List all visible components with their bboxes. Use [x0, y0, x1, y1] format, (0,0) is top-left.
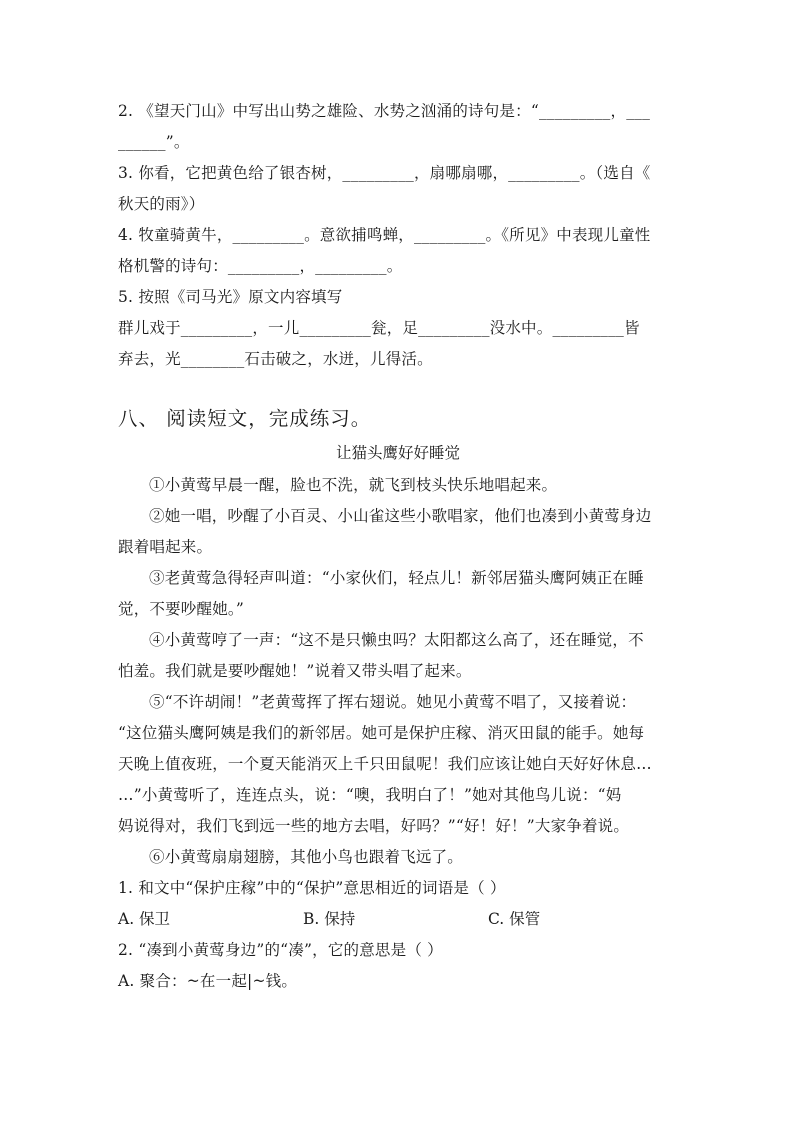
passage-paragraph-1: ①小黄莺早晨一醒，脸也不洗，就飞到枝头快乐地唱起来。 — [149, 476, 558, 494]
passage-paragraph-4-line-2: 怕羞。我们就是要吵醒她！”说着又带头唱了起来。 — [118, 662, 472, 680]
reading-question-1: 1. 和文中“保护庄稼”中的“保护”意思相近的词语是（ ） — [118, 879, 506, 897]
question-5-title: 5. 按照《司马光》原文内容填写 — [118, 288, 343, 306]
passage-paragraph-5-line-4: …”小黄莺听了，连连点头，说：“噢，我明白了！”她对其他鸟儿说：“妈 — [118, 786, 622, 804]
question-5-line-2: 弃去，光________石击破之，水迸，儿得活。 — [118, 350, 433, 368]
option-a: A. 保卫 — [118, 910, 171, 928]
reading-question-1-options — [118, 904, 678, 935]
question-3-line-2: 秋天的雨》） — [118, 195, 205, 213]
option-c: C. 保管 — [488, 910, 541, 928]
passage-paragraph-2-line-2: 跟着唱起来。 — [118, 538, 213, 556]
question-2-line-2: ______”。 — [118, 133, 190, 151]
reading-question-2-option-a: A. 聚合：~在一起|~钱。 — [118, 972, 298, 990]
passage-paragraph-3-line-1: ③老黄莺急得轻声叫道：“小家伙们，轻点儿！新邻居猫头鹰阿姨正在睡 — [149, 569, 644, 587]
section-heading: 八、 阅读短文，完成练习。 — [118, 407, 372, 430]
passage-paragraph-5-line-5: 妈说得对，我们飞到远一些的地方去唱，好吗？”“好！好！”大家争着说。 — [118, 817, 630, 835]
passage-paragraph-6: ⑥小黄莺扇扇翅膀，其他小鸟也跟着飞远了。 — [149, 848, 464, 866]
option-b: B. 保持 — [303, 910, 356, 928]
question-4-line-1: 4. 牧童骑黄牛，_________。意欲捕鸣蝉，_________。《所见》中表现儿童性 — [118, 226, 651, 244]
passage-paragraph-2-line-1: ②她一唱，吵醒了小百灵、小山雀这些小歌唱家，他们也凑到小黄莺身边 — [149, 507, 652, 525]
worksheet-page — [118, 96, 678, 997]
passage-paragraph-3-line-2: 觉，不要吵醒她。” — [118, 600, 244, 618]
reading-question-2: 2. “凑到小黄莺身边”的“凑”，它的意思是（ ） — [118, 941, 443, 959]
passage-paragraph-4-line-1: ④小黄莺哼了一声：“这不是只懒虫吗？太阳都这么高了，还在睡觉，不 — [149, 631, 644, 649]
passage-paragraph-5-line-3: 天晚上值夜班，一个夏天能消灭上千只田鼠呢！我们应该让她白天好好休息… — [118, 755, 652, 773]
question-3-line-1: 3. 你看，它把黄色给了银杏树，_________，扇哪扇哪，_________。（选自《 — [118, 164, 651, 182]
passage-paragraph-5-line-1: ⑤“不许胡闹！”老黄莺挥了挥右翅说。她见小黄莺不唱了，又接着说： — [149, 693, 637, 711]
question-4-line-2: 格机警的诗句：_________，_________。 — [118, 257, 403, 275]
question-5-line-1: 群儿戏于_________，一儿_________瓮，足_________没水中。_________皆 — [118, 319, 640, 337]
story-title: 让猫头鹰好好睡觉 — [335, 444, 460, 462]
question-2-line-1: 2. 《望天门山》中写出山势之雄险、水势之汹涌的诗句是：“_________，___ — [118, 102, 651, 120]
passage-paragraph-5-line-2: “这位猫头鹰阿姨是我们的新邻居。她可是保护庄稼、消灭田鼠的能手。她每 — [118, 724, 645, 742]
